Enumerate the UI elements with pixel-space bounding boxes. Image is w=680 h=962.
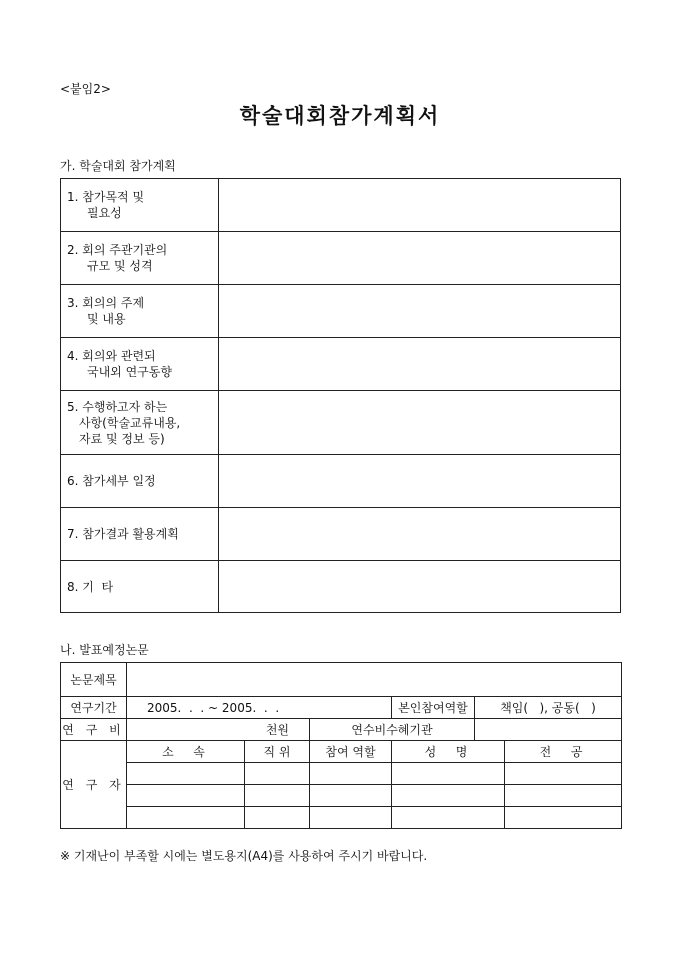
researcher-major-cell[interactable]	[505, 785, 622, 807]
plan-row-value[interactable]	[219, 232, 621, 285]
plan-row-label	[61, 179, 219, 232]
label-line: 3. 회의의 주제	[67, 296, 145, 310]
researcher-role-cell[interactable]	[310, 785, 392, 807]
researcher-label: 연 구 자	[61, 741, 127, 829]
plan-row-label	[61, 561, 219, 613]
paper-title-row	[61, 663, 622, 697]
plan-row	[61, 285, 621, 338]
researcher-role-cell[interactable]	[310, 763, 392, 785]
plan-row-value[interactable]	[219, 561, 621, 613]
researcher-row	[61, 807, 622, 829]
researcher-position-cell[interactable]	[245, 763, 310, 785]
plan-row-value[interactable]	[219, 455, 621, 508]
role-field[interactable]: 책임( ), 공동( )	[475, 697, 622, 719]
plan-row	[61, 455, 621, 508]
plan-row-value[interactable]	[219, 508, 621, 561]
header-major: 전 공	[505, 741, 622, 763]
plan-row	[61, 338, 621, 391]
researcher-row	[61, 785, 622, 807]
fund-row	[61, 719, 622, 741]
header-position: 직 위	[245, 741, 310, 763]
paper-title-field[interactable]	[127, 663, 622, 697]
fund-org-label: 연수비수혜기관	[310, 719, 475, 741]
role-label: 본인참여역할	[392, 697, 475, 719]
plan-row-value[interactable]	[219, 285, 621, 338]
period-row	[61, 697, 622, 719]
plan-row	[61, 508, 621, 561]
plan-row-label	[61, 508, 219, 561]
plan-row-label	[61, 232, 219, 285]
label-line: 자료 및 정보 등)	[79, 431, 165, 446]
label-line: 및 내용	[87, 312, 126, 326]
section-b-heading: 나. 발표예정논문	[60, 643, 149, 657]
label-line: 6. 참가세부 일정	[67, 474, 156, 488]
label-line: 2. 회의 주관기관의	[67, 243, 168, 257]
researcher-position-cell[interactable]	[245, 785, 310, 807]
plan-row-label	[61, 285, 219, 338]
researcher-role-cell[interactable]	[310, 807, 392, 829]
researcher-affiliation-cell[interactable]	[127, 763, 245, 785]
plan-row-value[interactable]	[219, 391, 621, 455]
label-line: 1. 참가목적 및	[67, 190, 145, 204]
fund-label: 연 구 비	[61, 719, 127, 741]
label-line: 7. 참가결과 활용계획	[67, 527, 179, 541]
header-name: 성 명	[392, 741, 505, 763]
label-line: 5. 수행하고자 하는	[67, 399, 168, 414]
document-title: 학술대회참가계획서	[239, 103, 441, 128]
label-line: 사항(학술교류내용,	[79, 415, 181, 430]
researcher-name-cell[interactable]	[392, 785, 505, 807]
researcher-row	[61, 763, 622, 785]
period-field[interactable]: 2005. . . ~ 2005. . .	[127, 697, 392, 719]
period-label: 연구기간	[61, 697, 127, 719]
attachment-label: <붙임2>	[60, 82, 111, 96]
researcher-name-cell[interactable]	[392, 807, 505, 829]
researcher-position-cell[interactable]	[245, 807, 310, 829]
header-affiliation: 소 속	[127, 741, 245, 763]
fund-amount-field[interactable]: 천원	[127, 719, 310, 741]
footnote: ※ 기재난이 부족할 시에는 별도용지(A4)를 사용하여 주시기 바랍니다.	[60, 849, 428, 863]
label-line: 필요성	[87, 206, 122, 220]
paper-title-label: 논문제목	[61, 663, 127, 697]
label-line: 4. 회의와 관련되	[67, 349, 156, 363]
plan-row	[61, 561, 621, 613]
plan-row-label	[61, 338, 219, 391]
plan-row-label	[61, 391, 219, 455]
researcher-affiliation-cell[interactable]	[127, 807, 245, 829]
plan-row-value[interactable]	[219, 338, 621, 391]
label-line: 8. 기 타	[67, 579, 114, 594]
researcher-major-cell[interactable]	[505, 807, 622, 829]
researcher-major-cell[interactable]	[505, 763, 622, 785]
researcher-header-row	[61, 741, 622, 763]
paper-table	[60, 662, 622, 829]
conference-plan-table	[60, 178, 621, 613]
section-a-heading: 가. 학술대회 참가계획	[60, 159, 176, 173]
label-line: 국내외 연구동향	[87, 365, 172, 379]
header-role: 참여 역할	[310, 741, 392, 763]
plan-row	[61, 391, 621, 455]
plan-row-label	[61, 455, 219, 508]
researcher-name-cell[interactable]	[392, 763, 505, 785]
researcher-affiliation-cell[interactable]	[127, 785, 245, 807]
label-line: 규모 및 성격	[87, 259, 153, 273]
fund-org-field[interactable]	[475, 719, 622, 741]
plan-row	[61, 232, 621, 285]
plan-row	[61, 179, 621, 232]
plan-row-value[interactable]	[219, 179, 621, 232]
